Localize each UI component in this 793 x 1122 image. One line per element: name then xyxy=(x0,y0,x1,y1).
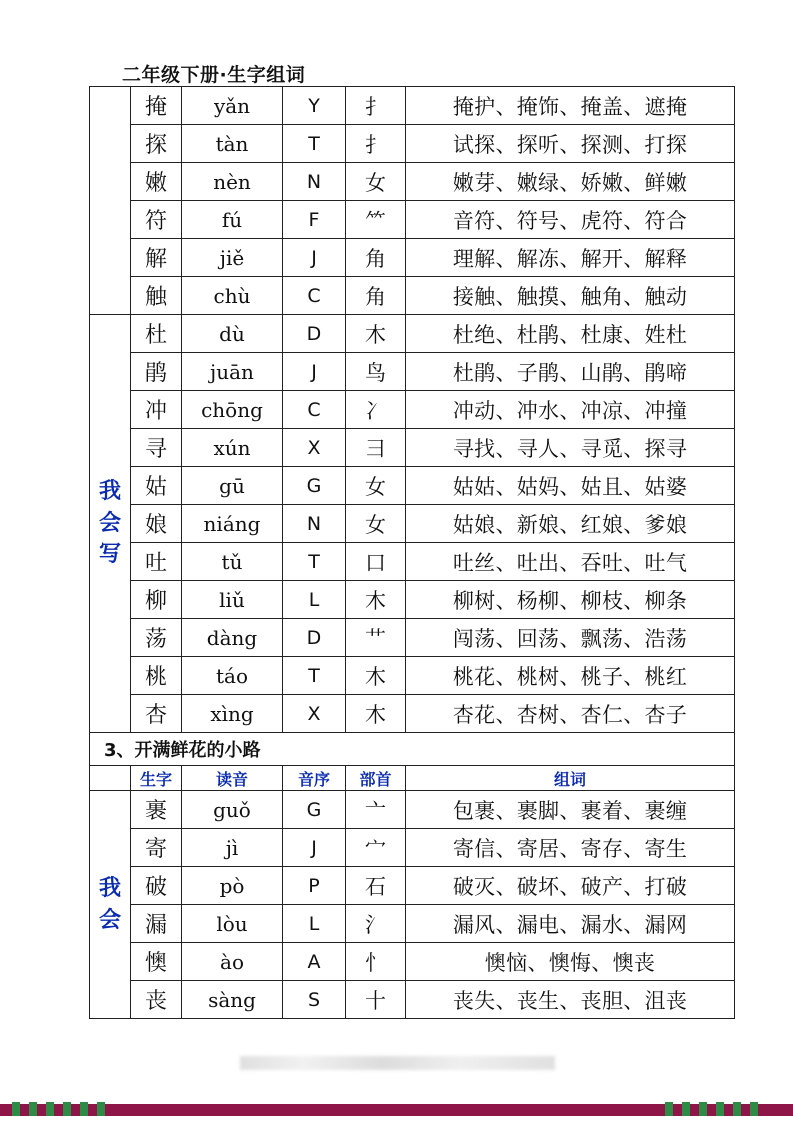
column-header: 音序 xyxy=(283,766,346,791)
page-title: 二年级下册·生字组词 xyxy=(122,64,306,86)
radical-cell: 艹 xyxy=(346,619,406,657)
table-row xyxy=(90,467,735,505)
pinyin-cell: juān xyxy=(182,353,283,391)
words-cell: 杜鹃、子鹃、山鹃、鹃啼 xyxy=(406,353,735,391)
pinyin-cell: xìng xyxy=(182,695,283,733)
char-cell: 符 xyxy=(131,201,182,239)
words-cell: 寻找、寻人、寻觅、探寻 xyxy=(406,429,735,467)
section-title: 3、开满鲜花的小路 xyxy=(90,733,735,766)
words-cell: 冲动、冲水、冲凉、冲撞 xyxy=(406,391,735,429)
radical-cell: 角 xyxy=(346,277,406,315)
char-cell: 探 xyxy=(131,125,182,163)
words-cell: 丧失、丧生、丧胆、沮丧 xyxy=(406,981,735,1019)
radical-cell: 女 xyxy=(346,163,406,201)
initial-cell: J xyxy=(283,829,346,867)
char-cell: 冲 xyxy=(131,391,182,429)
blurred-watermark xyxy=(240,1056,555,1070)
radical-cell: 鸟 xyxy=(346,353,406,391)
table-row xyxy=(90,543,735,581)
column-header: 组词 xyxy=(406,766,735,791)
table-row xyxy=(90,505,735,543)
side-label-char: 写 xyxy=(98,542,121,568)
char-cell: 解 xyxy=(131,239,182,277)
words-cell: 闯荡、回荡、飘荡、浩荡 xyxy=(406,619,735,657)
pinyin-cell: ào xyxy=(182,943,283,981)
radical-cell: 木 xyxy=(346,581,406,619)
char-cell: 嫩 xyxy=(131,163,182,201)
column-header: 部首 xyxy=(346,766,406,791)
radical-cell: 女 xyxy=(346,467,406,505)
pinyin-cell: guǒ xyxy=(182,791,283,829)
initial-cell: N xyxy=(283,163,346,201)
words-cell: 柳树、杨柳、柳枝、柳条 xyxy=(406,581,735,619)
initial-cell: D xyxy=(283,315,346,353)
words-cell: 掩护、掩饰、掩盖、遮掩 xyxy=(406,87,735,125)
pinyin-cell: xún xyxy=(182,429,283,467)
header-row xyxy=(90,766,735,791)
side-label-cell xyxy=(90,791,131,1019)
pinyin-cell: fú xyxy=(182,201,283,239)
pinyin-cell: liǔ xyxy=(182,581,283,619)
words-cell: 寄信、寄居、寄存、寄生 xyxy=(406,829,735,867)
words-cell: 破灭、破坏、破产、打破 xyxy=(406,867,735,905)
char-cell: 寻 xyxy=(131,429,182,467)
pinyin-cell: lòu xyxy=(182,905,283,943)
initial-cell: A xyxy=(283,943,346,981)
radical-cell: 冫 xyxy=(346,391,406,429)
vocabulary-table xyxy=(89,86,735,1019)
pinyin-cell: chōng xyxy=(182,391,283,429)
pinyin-cell: dù xyxy=(182,315,283,353)
words-cell: 接触、触摸、触角、触动 xyxy=(406,277,735,315)
pinyin-cell: jiě xyxy=(182,239,283,277)
words-cell: 嫩芽、嫩绿、娇嫩、鲜嫩 xyxy=(406,163,735,201)
pinyin-cell: tàn xyxy=(182,125,283,163)
words-cell: 吐丝、吐出、吞吐、吐气 xyxy=(406,543,735,581)
radical-cell: 忄 xyxy=(346,943,406,981)
table-row xyxy=(90,619,735,657)
char-cell: 荡 xyxy=(131,619,182,657)
table-row xyxy=(90,581,735,619)
radical-cell: 亠 xyxy=(346,791,406,829)
radical-cell: ⺕ xyxy=(346,429,406,467)
initial-cell: P xyxy=(283,867,346,905)
char-cell: 漏 xyxy=(131,905,182,943)
words-cell: 音符、符号、虎符、符合 xyxy=(406,201,735,239)
pinyin-cell: pò xyxy=(182,867,283,905)
pinyin-cell: tǔ xyxy=(182,543,283,581)
radical-cell: 女 xyxy=(346,505,406,543)
char-cell: 娘 xyxy=(131,505,182,543)
initial-cell: J xyxy=(283,239,346,277)
char-cell: 杜 xyxy=(131,315,182,353)
pinyin-cell: jì xyxy=(182,829,283,867)
char-cell: 杏 xyxy=(131,695,182,733)
table-row xyxy=(90,163,735,201)
pinyin-cell: dàng xyxy=(182,619,283,657)
char-cell: 寄 xyxy=(131,829,182,867)
side-label-char: 我 xyxy=(98,875,121,901)
table-row xyxy=(90,695,735,733)
initial-cell: J xyxy=(283,353,346,391)
table-row xyxy=(90,239,735,277)
radical-cell: ⺮ xyxy=(346,201,406,239)
initial-cell: N xyxy=(283,505,346,543)
table-row xyxy=(90,829,735,867)
table-row xyxy=(90,905,735,943)
radical-cell: 石 xyxy=(346,867,406,905)
footer-dots-right xyxy=(665,1102,758,1118)
pinyin-cell: gū xyxy=(182,467,283,505)
pinyin-cell: sàng xyxy=(182,981,283,1019)
words-cell: 杏花、杏树、杏仁、杏子 xyxy=(406,695,735,733)
initial-cell: X xyxy=(283,695,346,733)
char-cell: 触 xyxy=(131,277,182,315)
table-row xyxy=(90,791,735,829)
char-cell: 懊 xyxy=(131,943,182,981)
radical-cell: 十 xyxy=(346,981,406,1019)
table-row xyxy=(90,867,735,905)
table-row xyxy=(90,981,735,1019)
side-label-cell xyxy=(90,87,131,315)
side-label-cell xyxy=(90,315,131,733)
header-corner xyxy=(90,766,131,791)
words-cell: 试探、探听、探测、打探 xyxy=(406,125,735,163)
radical-cell: 扌 xyxy=(346,87,406,125)
pinyin-cell: yǎn xyxy=(182,87,283,125)
radical-cell: 扌 xyxy=(346,125,406,163)
words-cell: 懊恼、懊悔、懊丧 xyxy=(406,943,735,981)
radical-cell: 角 xyxy=(346,239,406,277)
side-label-char: 会 xyxy=(98,510,121,536)
words-cell: 姑姑、姑妈、姑且、姑婆 xyxy=(406,467,735,505)
char-cell: 姑 xyxy=(131,467,182,505)
table-row xyxy=(90,125,735,163)
words-cell: 姑娘、新娘、红娘、爹娘 xyxy=(406,505,735,543)
char-cell: 裹 xyxy=(131,791,182,829)
radical-cell: 木 xyxy=(346,657,406,695)
initial-cell: T xyxy=(283,657,346,695)
char-cell: 吐 xyxy=(131,543,182,581)
table-row xyxy=(90,277,735,315)
pinyin-cell: táo xyxy=(182,657,283,695)
char-cell: 柳 xyxy=(131,581,182,619)
radical-cell: 木 xyxy=(346,315,406,353)
table-row xyxy=(90,201,735,239)
initial-cell: T xyxy=(283,543,346,581)
char-cell: 鹃 xyxy=(131,353,182,391)
initial-cell: F xyxy=(283,201,346,239)
initial-cell: G xyxy=(283,467,346,505)
initial-cell: G xyxy=(283,791,346,829)
footer-dots-left xyxy=(12,1102,105,1118)
table-row xyxy=(90,657,735,695)
words-cell: 理解、解冻、解开、解释 xyxy=(406,239,735,277)
table-row xyxy=(90,87,735,125)
words-cell: 漏风、漏电、漏水、漏网 xyxy=(406,905,735,943)
side-label-char: 会 xyxy=(98,907,121,933)
table-row xyxy=(90,429,735,467)
initial-cell: X xyxy=(283,429,346,467)
initial-cell: T xyxy=(283,125,346,163)
column-header: 读音 xyxy=(182,766,283,791)
words-cell: 杜绝、杜鹃、杜康、姓杜 xyxy=(406,315,735,353)
table-row xyxy=(90,943,735,981)
char-cell: 掩 xyxy=(131,87,182,125)
pinyin-cell: niáng xyxy=(182,505,283,543)
radical-cell: 口 xyxy=(346,543,406,581)
initial-cell: L xyxy=(283,905,346,943)
table-row xyxy=(90,353,735,391)
initial-cell: L xyxy=(283,581,346,619)
table-row xyxy=(90,391,735,429)
side-label-char: 我 xyxy=(98,478,121,504)
initial-cell: Y xyxy=(283,87,346,125)
initial-cell: S xyxy=(283,981,346,1019)
initial-cell: D xyxy=(283,619,346,657)
pinyin-cell: nèn xyxy=(182,163,283,201)
radical-cell: 木 xyxy=(346,695,406,733)
words-cell: 桃花、桃树、桃子、桃红 xyxy=(406,657,735,695)
char-cell: 桃 xyxy=(131,657,182,695)
char-cell: 破 xyxy=(131,867,182,905)
initial-cell: C xyxy=(283,391,346,429)
pinyin-cell: chù xyxy=(182,277,283,315)
table-row xyxy=(90,315,735,353)
radical-cell: 宀 xyxy=(346,829,406,867)
radical-cell: 氵 xyxy=(346,905,406,943)
char-cell: 丧 xyxy=(131,981,182,1019)
initial-cell: C xyxy=(283,277,346,315)
section-row xyxy=(90,733,735,766)
words-cell: 包裹、裹脚、裹着、裹缠 xyxy=(406,791,735,829)
column-header: 生字 xyxy=(131,766,182,791)
